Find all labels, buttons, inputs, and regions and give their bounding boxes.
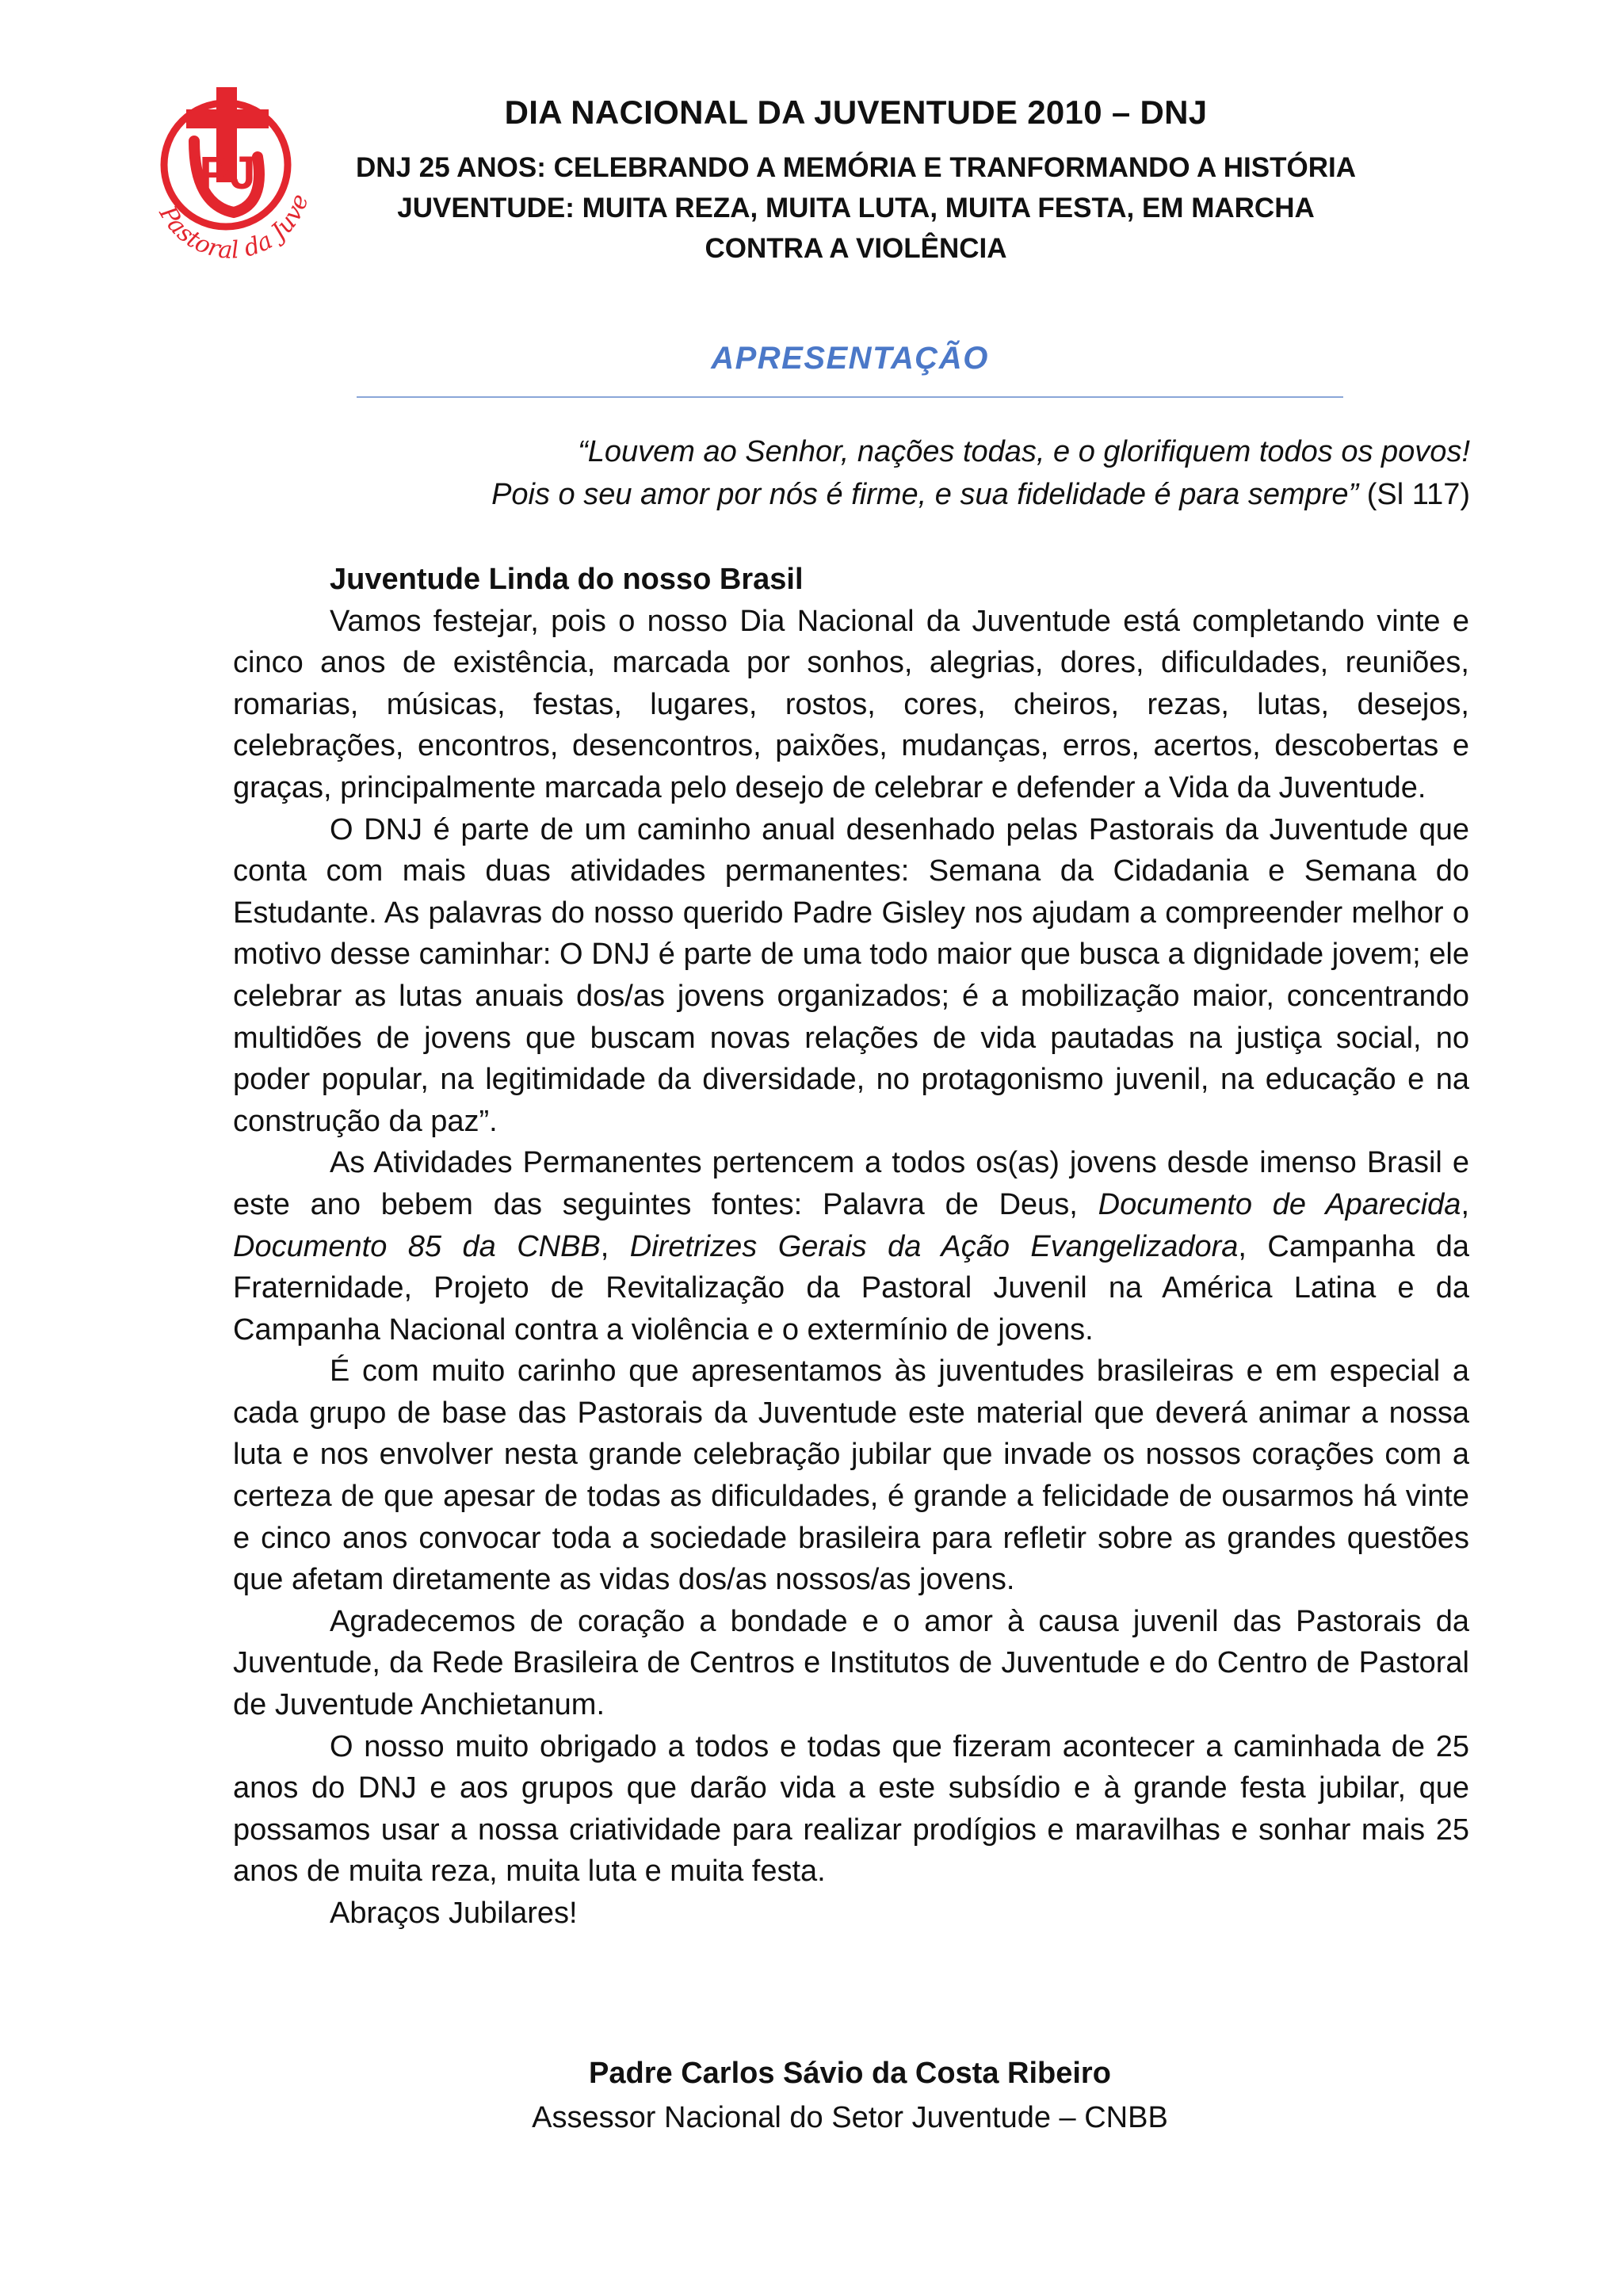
logo-letters: PJ bbox=[199, 147, 256, 199]
logo-text: Pastoral da Juve bbox=[153, 190, 315, 265]
paragraph-3-italic-c: Diretrizes Gerais da Ação Evangelizadora bbox=[629, 1229, 1239, 1263]
epigraph-reference: (Sl 117) bbox=[1358, 478, 1470, 511]
paragraph-3-text-c: , bbox=[600, 1229, 630, 1263]
paragraph-1: Vamos festejar, pois o nosso Dia Nacional da Juventude está completando vinte e cinco anos de existência, marcada por sonhos, alegrias, dores, dificuldades, reuniões, romarias, músicas, festas, lugares, rostos, cores, cheiros, rezas, lutas, desejos, celebrações, encontros, desencontros, paixões, mudanças, erros, acertos, descobertas e graças, principalmente marcada pelo desejo de celebrar e defender a Vida da Juventude. bbox=[233, 604, 1469, 804]
signature-block bbox=[357, 2051, 1343, 2140]
epigraph-line-1: “Louvem ao Senhor, nações todas, e o glorifiquem todos os povos! bbox=[578, 435, 1470, 468]
closing-salutation: Abraços Jubilares! bbox=[330, 1897, 578, 1930]
signatory-name: Padre Carlos Sávio da Costa Ribeiro bbox=[589, 2057, 1111, 2090]
logo-graphic bbox=[139, 86, 327, 274]
paragraph-3 bbox=[233, 1142, 1469, 1350]
header-subtitle-line-3: CONTRA A VIOLÊNCIA bbox=[705, 233, 1007, 264]
document-title: DIA NACIONAL DA JUVENTUDE 2010 – DNJ bbox=[504, 94, 1208, 131]
paragraph-4: É com muito carinho que apresentamos às juventudes brasileiras e em especial a cada grupo de base das Pastorais da Juventude este material que deverá animar a nossa luta e nos envolver nesta grande celebração jubilar que invade os nossos corações com a certeza de que apesar de todas as dificuldades, é grande a felicidade de ousarmos há vinte e cinco anos convocar toda a sociedade brasileira para refletir sobre as grandes questões que afetam diretamente as vidas dos/as nossos/as jovens. bbox=[233, 1354, 1469, 1597]
epigraph-line-2: Pois o seu amor por nós é firme, e sua fidelidade é para sempre” bbox=[491, 478, 1359, 511]
paragraph-6: O nosso muito obrigado a todos e todas que fizeram acontecer a caminhada de 25 anos do DNJ e aos grupos que darão vida a este subsídio e à grande festa jubilar, que possamos usar a nossa criatividade para realizar prodígios e maravilhas e sonhar mais 25 anos de muita reza, muita luta e muita festa. bbox=[233, 1729, 1469, 1889]
greeting: Juventude Linda do nosso Brasil bbox=[330, 563, 804, 596]
header-subtitle-line-2: JUVENTUDE: MUITA REZA, MUITA LUTA, MUITA FESTA, EM MARCHA bbox=[397, 193, 1315, 223]
paragraph-2: O DNJ é parte de um caminho anual desenhado pelas Pastorais da Juventude que conta com mais duas atividades permanentes: Semana da Cidadania e Semana do Estudante. As palavras do nosso querido Padre Gisley nos ajudam a compreender melhor o motivo desse caminhar: O DNJ é parte de uma todo maior que busca a dignidade jovem; ele celebrar as lutas anuais dos/as jovens organizados; é a mobilização maior, concentrando multidões de jovens que buscam novas relações de vida pautadas na justiça social, no poder popular, na legitimidade da diversidade, no protagonismo juvenil, na educação e na construção da paz”. bbox=[233, 812, 1469, 1138]
signatory-role: Assessor Nacional do Setor Juventude – CNBB bbox=[532, 2101, 1168, 2134]
pastoral-da-juventude-logo bbox=[139, 86, 327, 274]
paragraph-5: Agradecemos de coração a bondade e o amor à causa juvenil das Pastorais da Juventude, da Rede Brasileira de Centros e Institutos de Juventude e do Centro de Pastoral de Juventude Anchietanum. bbox=[233, 1604, 1469, 1722]
paragraph-3-italic-a: Documento de Aparecida bbox=[1098, 1187, 1461, 1221]
letter-body bbox=[233, 559, 1469, 1935]
section-divider bbox=[357, 396, 1343, 398]
section-title: APRESENTAÇÃO bbox=[711, 341, 989, 376]
paragraph-3-italic-b: Documento 85 da CNBB bbox=[233, 1229, 601, 1263]
paragraph-3-text-b: , bbox=[1461, 1187, 1469, 1221]
header-subtitle-line-1: DNJ 25 ANOS: CELEBRANDO A MEMÓRIA E TRANFORMANDO A HISTÓRIA bbox=[356, 152, 1356, 183]
paragraph-3-text-a: As Atividades Permanentes pertencem a todos os(as) jovens desde imenso Brasil e este ano bebem das seguintes fontes: Palavra de Deus, bbox=[233, 1146, 1469, 1221]
paragraph-3-text-d: , Campanha da Fraternidade, Projeto de Revitalização da Pastoral Juvenil na América Latina e da Campanha Nacional contra a violência e o extermínio de jovens. bbox=[233, 1229, 1470, 1347]
epigraph-quote bbox=[230, 430, 1470, 516]
document-header bbox=[333, 94, 1379, 269]
